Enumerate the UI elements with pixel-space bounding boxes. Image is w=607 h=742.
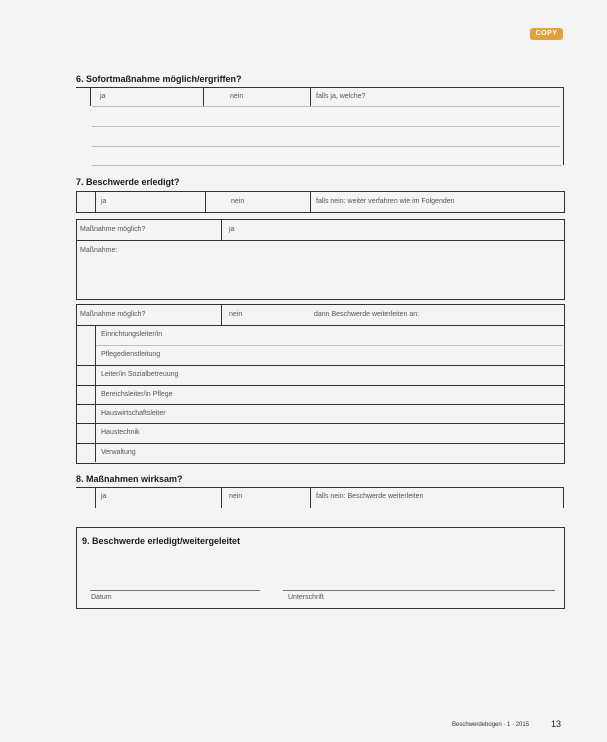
recipient-rule	[76, 423, 564, 424]
section-6-divider	[203, 87, 204, 106]
section-6-ja: ja	[100, 93, 106, 100]
section-7-divider	[205, 191, 206, 212]
section-6-divider	[310, 87, 311, 106]
recipient-item: Verwaltung	[101, 449, 136, 456]
section-6-answer-line[interactable]	[92, 165, 562, 166]
recipient-rule	[76, 443, 564, 444]
section-7-divider	[95, 191, 96, 212]
footer-text: Beschwerdebogen · 1 · 2015	[452, 722, 530, 728]
section-7-ja: ja	[101, 198, 107, 205]
recipient-rule	[96, 345, 562, 346]
section-9-title: 9. Beschwerde erledigt/weitergeleitet	[82, 536, 241, 546]
section-8-divider	[95, 487, 96, 508]
section-6-falls: falls ja, welche?	[316, 93, 366, 100]
section-7-falls-nein: falls nein: weiter verfahren wie im Folgenden	[316, 198, 455, 205]
recipient-item: Haustechnik	[101, 429, 140, 436]
massnahme-label: Maßnahme:	[80, 247, 118, 254]
section-8-divider	[221, 487, 222, 508]
massnahme-ja-value: ja	[229, 226, 235, 233]
section-6-right-border	[563, 87, 564, 165]
section-8-divider	[563, 487, 564, 508]
weiterleiten-label: dann Beschwerde weiterleiten an:	[314, 311, 420, 318]
section-8-ja: ja	[101, 493, 107, 500]
section-6-answer-line[interactable]	[92, 106, 560, 107]
unterschrift-line[interactable]	[283, 590, 555, 591]
recipient-item: Bereichsleiter/in Pflege	[101, 391, 173, 398]
massnahme-moeglich-nein-label: Maßnahme möglich?	[80, 311, 146, 318]
section-7-nein: nein	[231, 198, 245, 205]
section-6-top-rule	[76, 87, 564, 88]
section-8-title: 8. Maßnahmen wirksam?	[76, 474, 183, 484]
section-8-nein: nein	[229, 493, 243, 500]
massnahme-nein-divider	[221, 304, 222, 325]
recipient-item: Einrichtungsleiter/in	[101, 331, 163, 338]
recipient-item: Pflegedienstleitung	[101, 351, 161, 358]
recipient-rule	[76, 385, 564, 386]
page-number: 13	[551, 719, 562, 729]
massnahme-nein-value: nein	[229, 311, 243, 318]
massnahme-ja-rule	[76, 240, 564, 241]
section-6-answer-line[interactable]	[92, 126, 560, 127]
unterschrift-label: Unterschrift	[288, 594, 324, 601]
massnahme-moeglich-ja-label: Maßnahme möglich?	[80, 226, 146, 233]
datum-label: Datum	[91, 594, 112, 601]
massnahme-nein-rule	[76, 325, 564, 326]
section-7-divider	[310, 191, 311, 212]
recipient-item: Leiter/in Sozialbetreuung	[101, 371, 179, 378]
section-8-divider	[310, 487, 311, 508]
massnahme-ja-box	[76, 219, 565, 300]
section-6-divider	[90, 87, 91, 106]
section-6-answer-line[interactable]	[92, 146, 560, 147]
section-8-top-rule	[76, 487, 564, 488]
recipient-rule	[76, 404, 564, 405]
massnahme-ja-divider	[221, 219, 222, 240]
section-8-falls-nein: falls nein: Beschwerde weiterleiten	[316, 493, 424, 500]
datum-line[interactable]	[90, 590, 260, 591]
recipient-item: Hauswirtschaftsleiter	[101, 410, 166, 417]
section-7-title: 7. Beschwerde erledigt?	[76, 177, 180, 187]
recipient-rule	[76, 365, 564, 366]
copy-badge: COPY	[530, 28, 563, 40]
section-6-nein: nein	[230, 93, 244, 100]
massnahme-nein-box	[76, 304, 565, 464]
section-6-title: 6. Sofortmaßnahme möglich/ergriffen?	[76, 74, 242, 84]
